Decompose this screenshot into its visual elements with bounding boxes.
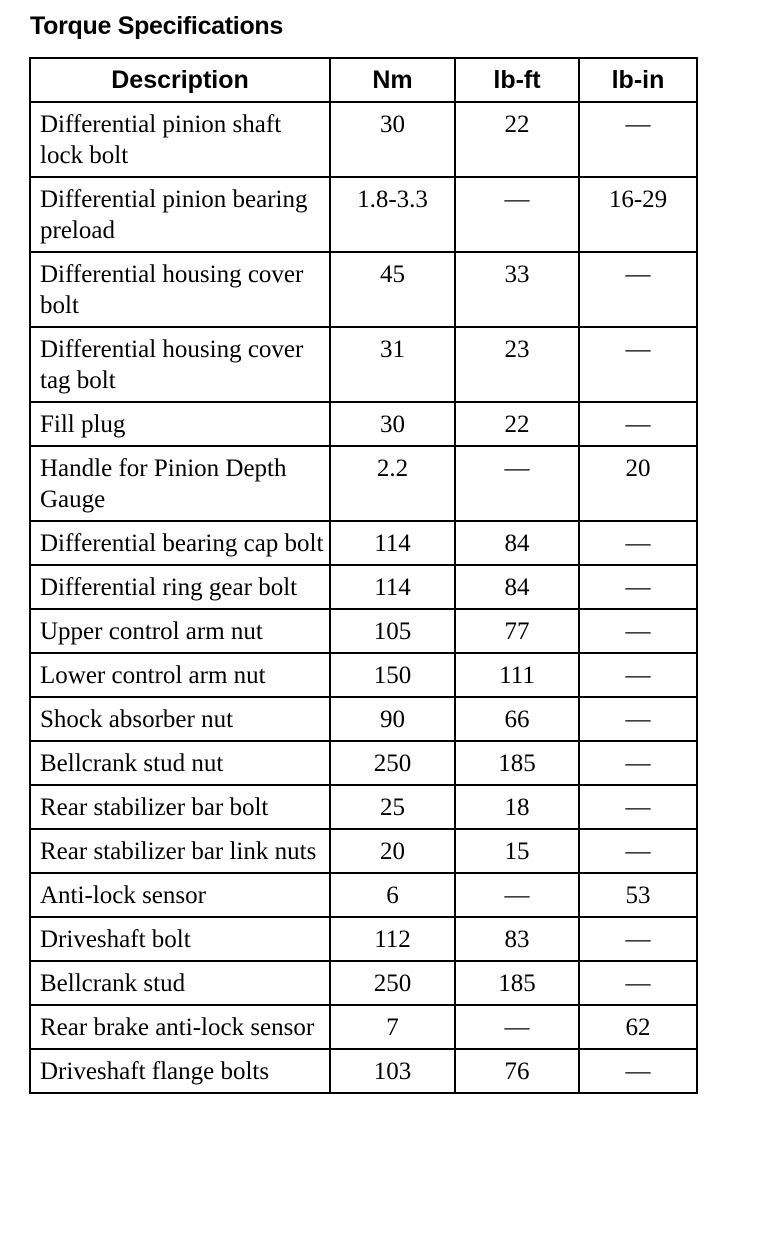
- table-row: [30, 917, 697, 961]
- description-cell: Differential bearing cap bolt: [30, 521, 330, 565]
- header-lb-ft: lb-ft: [455, 58, 579, 102]
- lb-in-cell: —: [579, 565, 697, 609]
- description-cell: Bellcrank stud nut: [30, 741, 330, 785]
- table-row: [30, 1005, 697, 1049]
- lb-in-cell: 16-29: [579, 177, 697, 252]
- description-cell: Rear stabilizer bar bolt: [30, 785, 330, 829]
- torque-spec-table: [29, 57, 698, 1094]
- nm-cell: 2.2: [330, 446, 455, 521]
- description-cell: Bellcrank stud: [30, 961, 330, 1005]
- nm-cell: 90: [330, 697, 455, 741]
- table-row: [30, 102, 697, 177]
- description-cell: Lower control arm nut: [30, 653, 330, 697]
- lb-ft-cell: 83: [455, 917, 579, 961]
- lb-ft-cell: 22: [455, 402, 579, 446]
- nm-cell: 114: [330, 565, 455, 609]
- table-row: [30, 402, 697, 446]
- nm-cell: 250: [330, 961, 455, 1005]
- nm-cell: 25: [330, 785, 455, 829]
- table-row: [30, 873, 697, 917]
- lb-in-cell: —: [579, 252, 697, 327]
- description-cell: Rear stabilizer bar link nuts: [30, 829, 330, 873]
- lb-ft-cell: 18: [455, 785, 579, 829]
- table-row: [30, 741, 697, 785]
- lb-in-cell: —: [579, 741, 697, 785]
- lb-in-cell: —: [579, 1049, 697, 1093]
- description-cell: Anti-lock sensor: [30, 873, 330, 917]
- lb-in-cell: —: [579, 917, 697, 961]
- description-cell: Shock absorber nut: [30, 697, 330, 741]
- lb-in-cell: —: [579, 521, 697, 565]
- nm-cell: 105: [330, 609, 455, 653]
- nm-cell: 112: [330, 917, 455, 961]
- lb-ft-cell: —: [455, 177, 579, 252]
- lb-in-cell: —: [579, 829, 697, 873]
- table-row: [30, 252, 697, 327]
- lb-ft-cell: 84: [455, 521, 579, 565]
- table-row: [30, 565, 697, 609]
- table-row: [30, 697, 697, 741]
- nm-cell: 6: [330, 873, 455, 917]
- header-description: Description: [30, 58, 330, 102]
- description-cell: Upper control arm nut: [30, 609, 330, 653]
- nm-cell: 20: [330, 829, 455, 873]
- description-cell: Differential pinion bearing preload: [30, 177, 330, 252]
- lb-ft-cell: 111: [455, 653, 579, 697]
- lb-in-cell: —: [579, 327, 697, 402]
- lb-ft-cell: 15: [455, 829, 579, 873]
- lb-in-cell: —: [579, 785, 697, 829]
- header-nm: Nm: [330, 58, 455, 102]
- nm-cell: 250: [330, 741, 455, 785]
- lb-ft-cell: —: [455, 873, 579, 917]
- lb-in-cell: 20: [579, 446, 697, 521]
- nm-cell: 114: [330, 521, 455, 565]
- description-cell: Differential ring gear bolt: [30, 565, 330, 609]
- page-title: Torque Specifications: [30, 12, 284, 40]
- lb-in-cell: —: [579, 609, 697, 653]
- nm-cell: 1.8-3.3: [330, 177, 455, 252]
- lb-ft-cell: —: [455, 1005, 579, 1049]
- lb-in-cell: —: [579, 653, 697, 697]
- lb-ft-cell: 185: [455, 741, 579, 785]
- table-row: [30, 327, 697, 402]
- description-cell: Driveshaft flange bolts: [30, 1049, 330, 1093]
- table-row: [30, 961, 697, 1005]
- table-row: [30, 1049, 697, 1093]
- nm-cell: 31: [330, 327, 455, 402]
- table-row: [30, 653, 697, 697]
- lb-ft-cell: —: [455, 446, 579, 521]
- lb-in-cell: 62: [579, 1005, 697, 1049]
- table-row: [30, 521, 697, 565]
- description-cell: Differential housing cover tag bolt: [30, 327, 330, 402]
- table-row: [30, 785, 697, 829]
- nm-cell: 150: [330, 653, 455, 697]
- lb-ft-cell: 22: [455, 102, 579, 177]
- table-row: [30, 177, 697, 252]
- nm-cell: 103: [330, 1049, 455, 1093]
- lb-ft-cell: 33: [455, 252, 579, 327]
- table-row: [30, 609, 697, 653]
- lb-in-cell: —: [579, 961, 697, 1005]
- nm-cell: 7: [330, 1005, 455, 1049]
- lb-ft-cell: 66: [455, 697, 579, 741]
- lb-ft-cell: 77: [455, 609, 579, 653]
- lb-ft-cell: 23: [455, 327, 579, 402]
- description-cell: Differential housing cover bolt: [30, 252, 330, 327]
- description-cell: Fill plug: [30, 402, 330, 446]
- nm-cell: 30: [330, 102, 455, 177]
- table-row: [30, 446, 697, 521]
- table-header-row: [30, 58, 697, 102]
- table-row: [30, 829, 697, 873]
- lb-ft-cell: 84: [455, 565, 579, 609]
- lb-in-cell: —: [579, 697, 697, 741]
- lb-in-cell: —: [579, 402, 697, 446]
- nm-cell: 30: [330, 402, 455, 446]
- lb-in-cell: 53: [579, 873, 697, 917]
- description-cell: Rear brake anti-lock sensor: [30, 1005, 330, 1049]
- lb-ft-cell: 76: [455, 1049, 579, 1093]
- description-cell: Driveshaft bolt: [30, 917, 330, 961]
- lb-ft-cell: 185: [455, 961, 579, 1005]
- header-lb-in: lb-in: [579, 58, 697, 102]
- description-cell: Differential pinion shaft lock bolt: [30, 102, 330, 177]
- description-cell: Handle for Pinion Depth Gauge: [30, 446, 330, 521]
- nm-cell: 45: [330, 252, 455, 327]
- lb-in-cell: —: [579, 102, 697, 177]
